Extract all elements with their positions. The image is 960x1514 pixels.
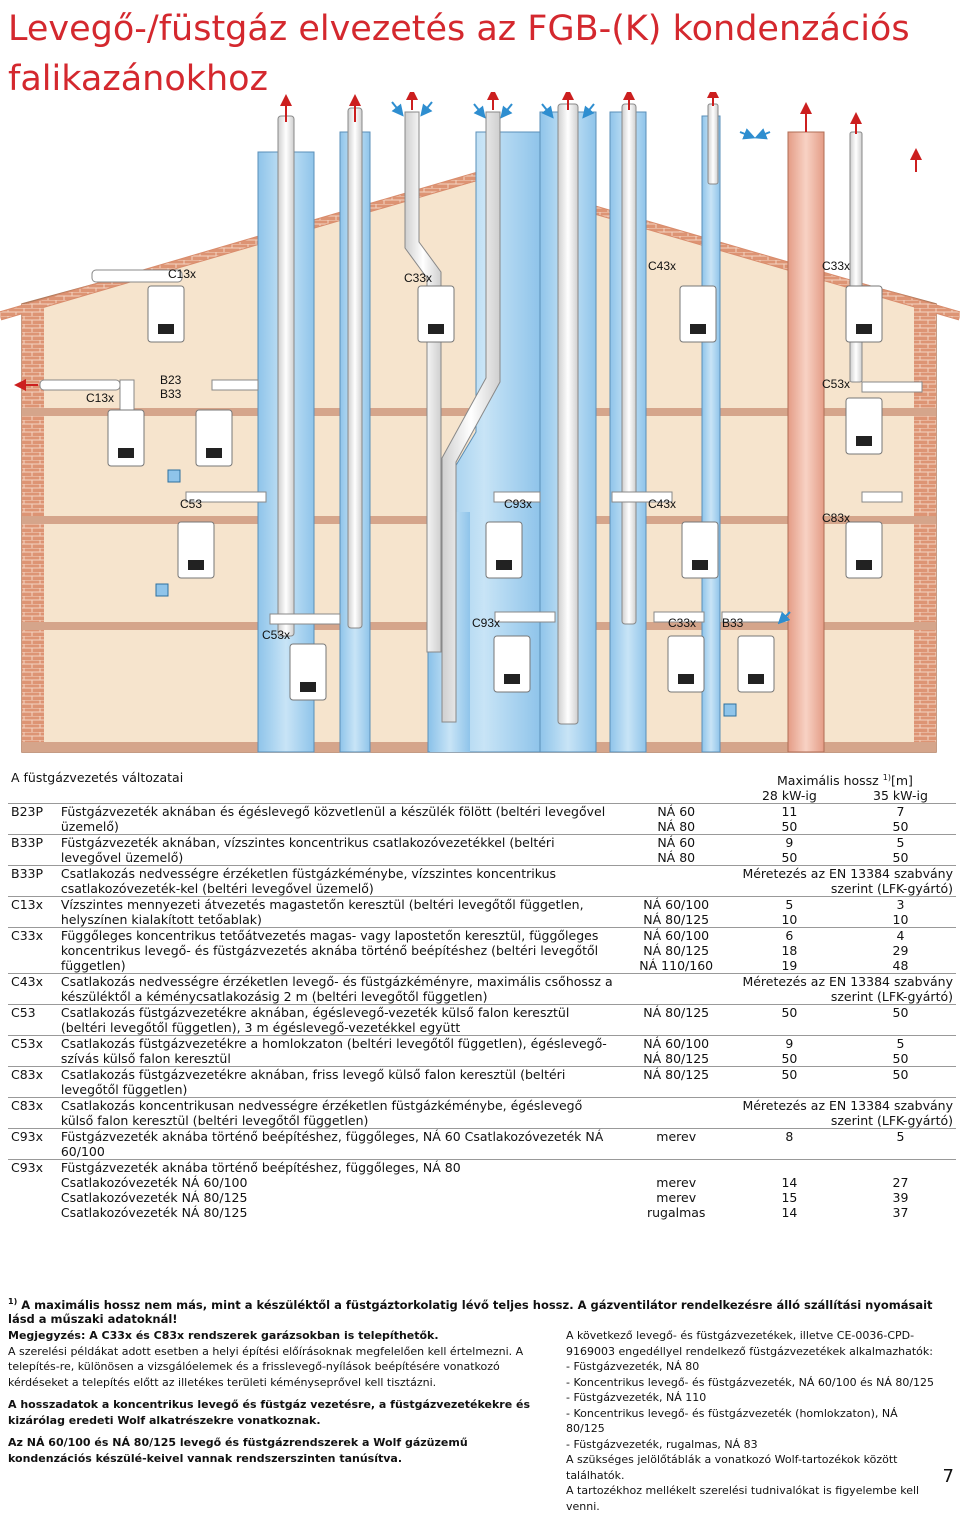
table-row xyxy=(8,1067,956,1098)
note-item: - Koncentrikus levegő- és füstgázvezeték (homlokzaton), NÁ 80/125 xyxy=(566,1406,898,1435)
row-description: Vízszintes mennyezeti átvezetés magastetőn keresztül (beltéri levegőtől független, helyszínen kialakított tetőablak) xyxy=(58,897,619,928)
row-code: B23P xyxy=(8,804,58,835)
row-span-note: Méretezés az EN 13384 szabvány szerint (LFK-gyártó) xyxy=(734,974,956,1005)
page-title: Levegő-/füstgáz elvezetés az FGB-(K) kondenzációs falikazánokhoz xyxy=(8,9,910,99)
col-35kw: 35 kW-ig xyxy=(873,788,928,804)
left-brick-wall xyxy=(22,304,44,752)
table-row xyxy=(8,897,956,928)
row-max-35: 50 xyxy=(845,1067,956,1098)
label-r1-4: C33x xyxy=(822,259,851,273)
row-code: C13x xyxy=(8,897,58,928)
row-description: Csatlakozás koncentrikusan nedvességre érzéketlen füstgázkéménybe, égéslevegő külső falon keresztül (beltéri levegőtől független) xyxy=(58,1098,619,1129)
label-r2-2: B23 xyxy=(160,373,182,387)
row-max-28: 8 xyxy=(734,1129,845,1160)
row-dims: NÁ 60 NÁ 80 xyxy=(619,804,734,835)
table-row xyxy=(8,866,956,897)
row-span-note: Méretezés az EN 13384 szabvány szerint (LFK-gyártó) xyxy=(734,866,956,897)
label-r1-3: C43x xyxy=(648,259,677,273)
row-dims: NÁ 60/100 NÁ 80/125 xyxy=(619,1036,734,1067)
row-dims: NÁ 60 NÁ 80 xyxy=(619,835,734,866)
label-r2-1: C13x xyxy=(86,391,115,405)
table-row xyxy=(8,1129,956,1160)
row-code: C53x xyxy=(8,1036,58,1067)
note-tail: A szükséges jelölőtáblák a vonatkozó Wolf-tartozékok között találhatók. xyxy=(566,1453,898,1482)
row-code: C53 xyxy=(8,1005,58,1036)
label-r4-1: C53x xyxy=(262,628,291,642)
table-row xyxy=(8,928,956,974)
flue-systems-diagram xyxy=(0,92,960,764)
row-span-note: Méretezés az EN 13384 szabvány szerint (LFK-gyártó) xyxy=(734,1098,956,1129)
label-r3-1: C53 xyxy=(180,497,203,511)
page-number: 7 xyxy=(942,1466,954,1487)
notes-right xyxy=(566,1328,936,1514)
row-max-35: 5 50 xyxy=(845,1036,956,1067)
row-dims: NÁ 80/125 xyxy=(619,1005,734,1036)
table-row xyxy=(8,974,956,1005)
row-dims: NÁ 60/100 NÁ 80/125 NÁ 110/160 xyxy=(619,928,734,974)
row-description: Füstgázvezeték aknába történő beépítéshez, függőleges, NÁ 60 Csatlakozóvezeték NÁ 60/100 xyxy=(58,1129,619,1160)
row-max-28: 50 xyxy=(734,1005,845,1036)
external-flue xyxy=(788,132,824,752)
note-installation: A szerelési példákat adott esetben a helyi építési előírásoknak megfelelően kell értelmezni. A telepítés-re, különösen a vizsgálóelemek és a frisslevegő-nyílások beépítésére vonatkozó kérdéseket a telepítés előtt az illetékes területi kéményseprővel kell tisztázni. xyxy=(8,1344,524,1389)
row-code: B33P xyxy=(8,835,58,866)
row-max-28: 9 50 xyxy=(734,1036,845,1067)
label-r2-4: C53x xyxy=(822,377,851,391)
row-dims xyxy=(619,1098,734,1129)
row-dims: merev xyxy=(619,1129,734,1160)
label-r3-3: C43x xyxy=(648,497,677,511)
note-certification: Az NÁ 60/100 és NÁ 80/125 levegő és füstgázrendszerek a Wolf gázüzemű kondenzációs készülé-keivel vannak rendszerszinten tanúsítva. xyxy=(8,1436,468,1465)
table-header-left: A füstgázvezetés változatai xyxy=(11,770,184,785)
row-description: Füstgázvezeték aknában és égéslevegő közvetlenül a készülék fölött (beltéri levegővel üzemelő) xyxy=(58,804,619,835)
row-max-35: 4 29 48 xyxy=(845,928,956,974)
row-dims xyxy=(619,974,734,1005)
table-row xyxy=(8,1098,956,1129)
label-r3-2: C93x xyxy=(504,497,533,511)
row-code: C83x xyxy=(8,1098,58,1129)
footnote: $^{1)}$ A maximális hossz nem más, mint a készüléktől a füstgáztorkolatig lévő teljes hossz. A gázventilátor rendelkezésre álló szállítási nyomásait lásd a műszaki adatoknál! xyxy=(8,1297,933,1326)
row-description: Csatlakozás nedvességre érzéketlen füstgázkéménybe, vízszintes koncentrikus csatlakozóvezeték-kel (beltéri levegővel üzemelő) xyxy=(58,866,619,897)
row-description: Csatlakozás füstgázvezetékre aknában, égéslevegő-vezeték külső falon keresztül (beltéri levegőtől független), 3 m égéslevegő-vezetékkel együtt xyxy=(58,1005,619,1036)
row-dims: merev merev rugalmas xyxy=(619,1160,734,1221)
row-max-28: 50 xyxy=(734,1067,845,1098)
note-item: - Füstgázvezeték, NÁ 110 xyxy=(566,1391,707,1404)
notes-left xyxy=(8,1328,543,1466)
row-dims xyxy=(619,866,734,897)
table-header-right: Maximális hossz $^{1)}$[m] xyxy=(777,773,913,789)
row-description: Csatlakozás füstgázvezetékre a homlokzaton (beltéri levegőtől független), égéslevegő-szívás külső falon keresztül xyxy=(58,1036,619,1067)
note-item: - Füstgázvezeték, rugalmas, NÁ 83 xyxy=(566,1437,758,1451)
row-code: C33x xyxy=(8,928,58,974)
right-brick-wall xyxy=(914,304,936,752)
table-row xyxy=(8,1005,956,1036)
row-code: C83x xyxy=(8,1067,58,1098)
label-r4-3: C33x xyxy=(668,616,697,630)
note-garage: Megjegyzés: A C33x és C83x rendszerek garázsokban is telepíthetők. xyxy=(8,1329,439,1342)
label-r4-2: C93x xyxy=(472,616,501,630)
note-item: - Füstgázvezeték, NÁ 80 xyxy=(566,1360,700,1373)
row-description: Füstgázvezeték aknában, vízszintes koncentrikus csatlakozóvezetékkel (beltéri levegővel üzemelő) xyxy=(58,835,619,866)
table-row xyxy=(8,804,956,835)
table-row xyxy=(8,1036,956,1067)
note-intro: A következő levegő- és füstgázvezetékek, illetve CE-0036-CPD-9169003 engedéllyel rendelkező füstgázvezetékek alkalmazhatók: xyxy=(566,1329,933,1358)
row-code: C93x xyxy=(8,1160,58,1221)
row-description: Függőleges koncentrikus tetőátvezetés magas- vagy lapostetőn keresztül, függőleges koncentrikus levegő- és füstgázvezetés aknába történő beépítéshez (beltéri levegőtől független) xyxy=(58,928,619,974)
row-code: C93x xyxy=(8,1129,58,1160)
row-max-35: 50 xyxy=(845,1005,956,1036)
row-max-35: 5 50 xyxy=(845,835,956,866)
note-item: - Koncentrikus levegő- és füstgázvezeték, NÁ 60/100 és NÁ 80/125 xyxy=(566,1375,935,1389)
row-dims: NÁ 80/125 xyxy=(619,1067,734,1098)
row-code: B33P xyxy=(8,866,58,897)
row-code: C43x xyxy=(8,974,58,1005)
row-max-35: 27 39 37 xyxy=(845,1160,956,1221)
row-description: Csatlakozás füstgázvezetékre aknában, friss levegő külső falon keresztül (beltéri levegőtől független) xyxy=(58,1067,619,1098)
row-max-35: 7 50 xyxy=(845,804,956,835)
col-28kw: 28 kW-ig xyxy=(761,788,817,804)
note-tail: A tartozékhoz mellékelt szerelési tudnivalókat is figyelembe kell venni. xyxy=(566,1484,920,1513)
table-row xyxy=(8,1160,956,1221)
flue-variants-table xyxy=(8,768,956,1220)
row-description: Csatlakozás nedvességre érzéketlen levegő- és füstgázkéményre, maximális csőhossz a készüléktől a kéménycsatlakozásig 2 m (beltéri levegőtől független) xyxy=(58,974,619,1005)
row-max-35: 5 xyxy=(845,1129,956,1160)
table-row xyxy=(8,835,956,866)
row-max-28: 6 18 19 xyxy=(734,928,845,974)
row-max-28: 9 50 xyxy=(734,835,845,866)
label-r1-2: C33x xyxy=(404,271,433,285)
row-max-35: 3 10 xyxy=(845,897,956,928)
label-r4-4: B33 xyxy=(722,616,744,630)
note-length: A hosszadatok a koncentrikus levegő és füstgáz vezetésre, a füstgázvezetékekre és kizárólag eredeti Wolf alkatrészekre vonatkoznak. xyxy=(8,1398,531,1427)
row-max-28: 14 15 14 xyxy=(734,1160,845,1221)
label-r3-4: C83x xyxy=(822,511,851,525)
row-max-28: 11 50 xyxy=(734,804,845,835)
label-r2-3: B33 xyxy=(160,387,182,401)
row-description: Füstgázvezeték aknába történő beépítéshez, függőleges, NÁ 80 Csatlakozóvezeték NÁ 60/100 Csatlakozóvezeték NÁ 80/125 Csatlakozóvezeték NÁ 80/125 xyxy=(58,1160,619,1221)
row-dims: NÁ 60/100 NÁ 80/125 xyxy=(619,897,734,928)
label-r1-1: C13x xyxy=(168,267,197,281)
row-max-28: 5 10 xyxy=(734,897,845,928)
